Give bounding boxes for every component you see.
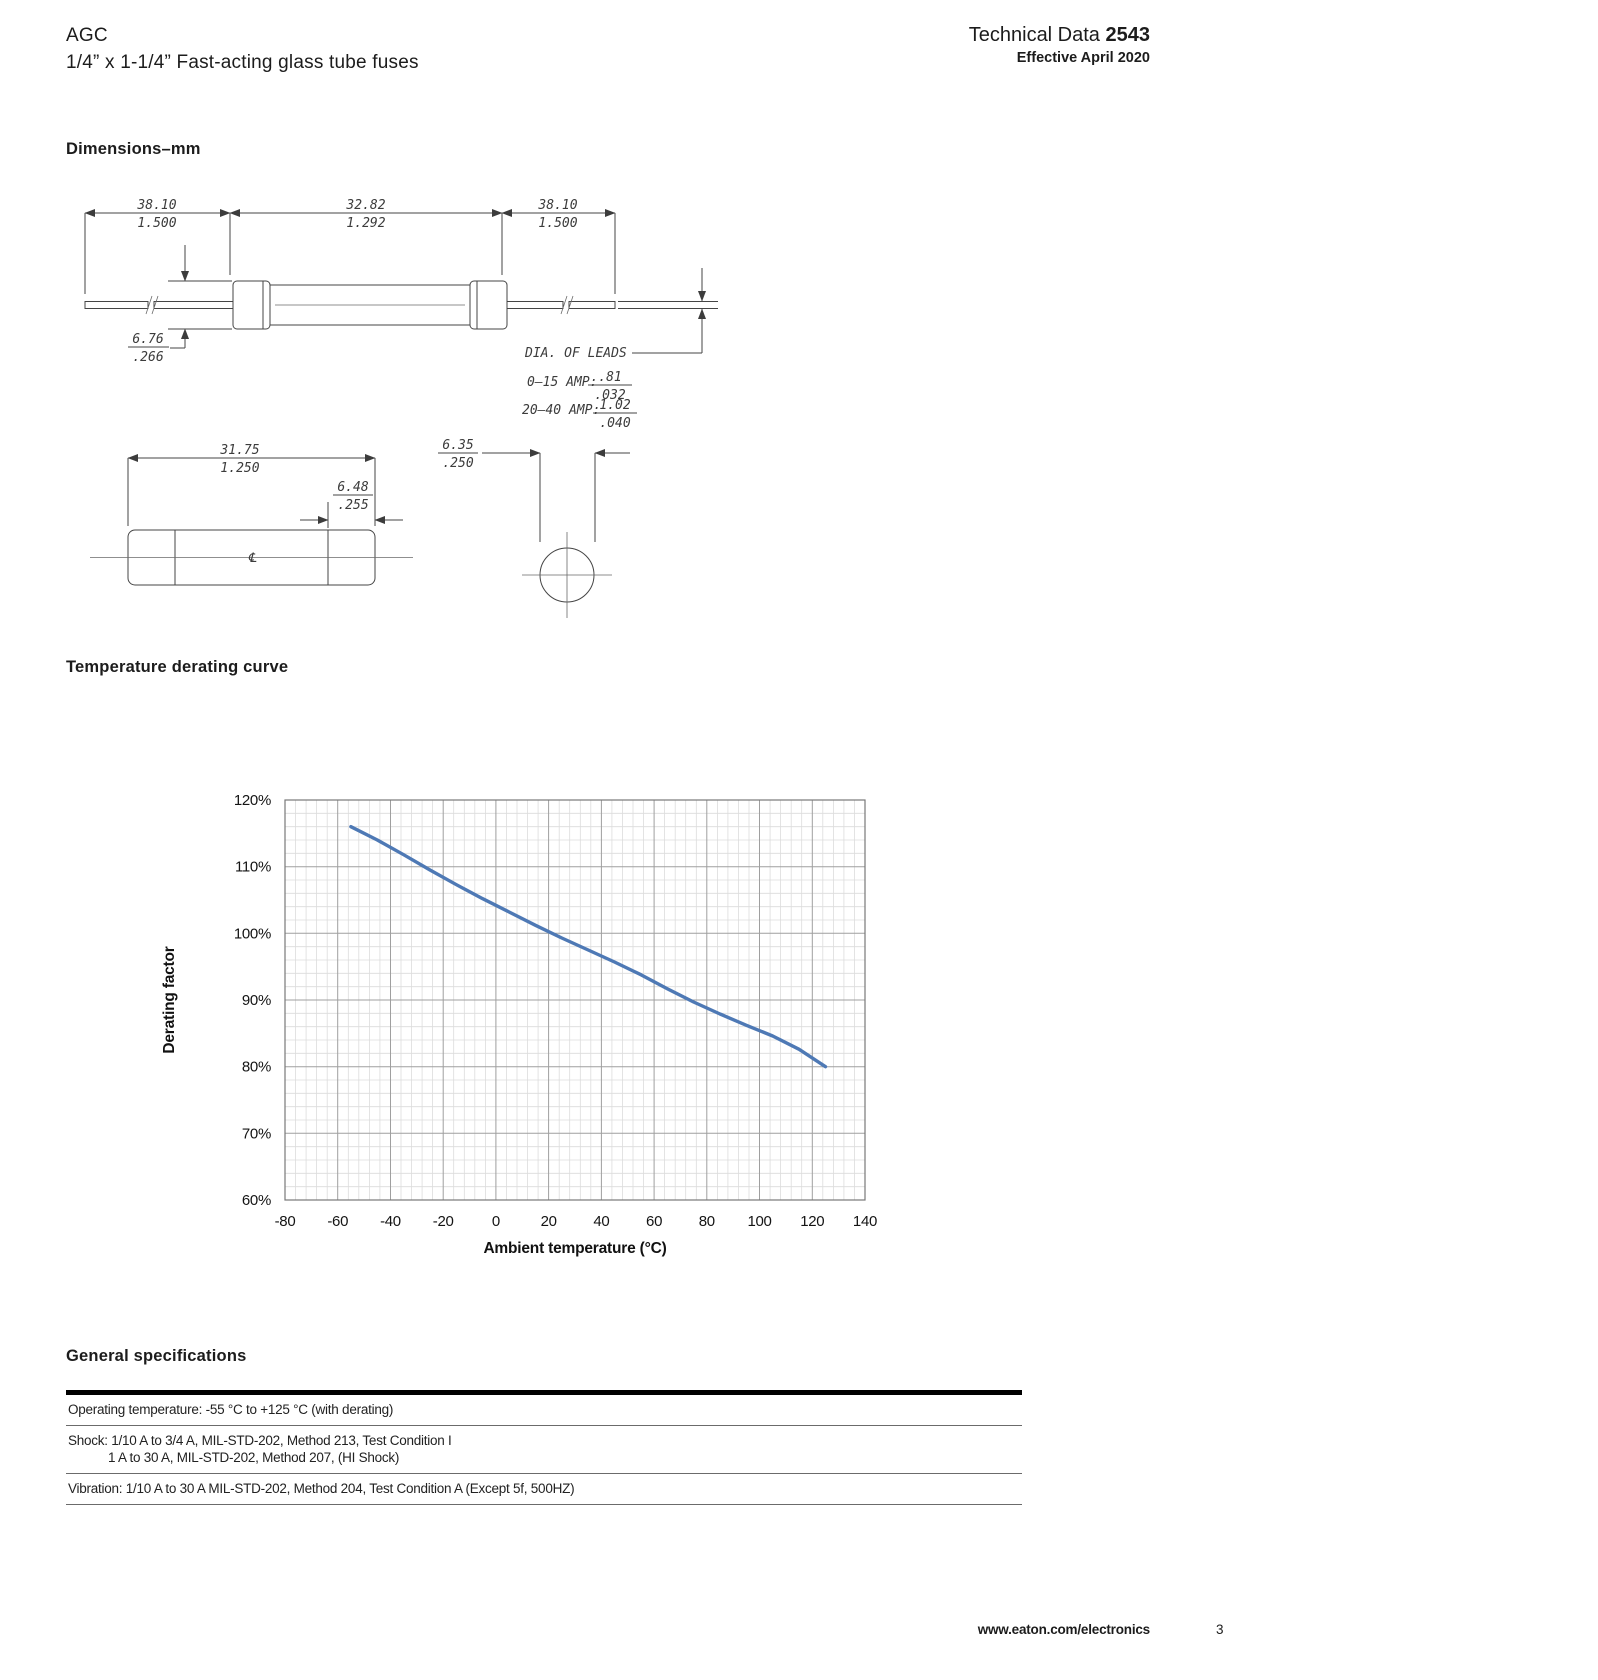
header-left (66, 22, 419, 76)
svg-text:0: 0 (491, 1213, 500, 1230)
derating-heading: Temperature derating curve (66, 658, 289, 676)
specs-table (66, 1390, 1022, 1505)
dim-body-len-mm: 31.75 (220, 443, 260, 458)
leads-row2-label: 20–40 AMP: (522, 403, 601, 418)
svg-text:60%: 60% (241, 1192, 271, 1209)
spec-row-shock (66, 1426, 1022, 1474)
dimension-drawing (70, 190, 750, 620)
product-name: AGC (66, 25, 108, 46)
dim-lead-left-in: 1.500 (137, 216, 177, 231)
footer-page-number: 3 (1216, 1622, 1224, 1637)
svg-text:70%: 70% (241, 1125, 271, 1143)
dim-dia-mm: 6.35 (442, 438, 474, 453)
svg-text:60: 60 (646, 1213, 663, 1230)
y-axis-title: Derating factor (161, 946, 178, 1054)
chart-x-tick-labels (275, 1213, 877, 1230)
lead-left-outer (85, 302, 148, 309)
svg-text:20: 20 (540, 1213, 557, 1230)
dim-body-in: 1.292 (346, 216, 386, 231)
svg-text:80%: 80% (241, 1058, 271, 1076)
chart-major-grid (285, 800, 865, 1200)
svg-text:110%: 110% (234, 858, 271, 876)
derating-chart (160, 725, 960, 1295)
leads-row2-mm: 1.02 (599, 398, 631, 413)
header-right (700, 24, 1150, 66)
svg-text:80: 80 (698, 1213, 715, 1230)
dim-cap-len-mm: 6.48 (337, 480, 369, 495)
svg-text:-60: -60 (327, 1213, 349, 1230)
lead-left-inner (154, 302, 233, 309)
dimensions-heading: Dimensions–mm (66, 140, 201, 158)
svg-text:100%: 100% (233, 925, 271, 943)
dim-body-mm: 32.82 (346, 198, 386, 213)
lead-right-outer (569, 302, 615, 309)
fuse-cap-left (233, 281, 270, 329)
svg-text:100: 100 (747, 1213, 772, 1230)
svg-text:120: 120 (800, 1213, 825, 1230)
spec-text: Shock: 1/10 A to 3/4 A, MIL-STD-202, Method 213, Test Condition I (68, 1433, 452, 1448)
footer-url: www.eaton.com/electronics (977, 1622, 1150, 1637)
effective-date: Effective April 2020 (1016, 50, 1150, 66)
leads-callout-title: DIA. OF LEADS (525, 346, 627, 361)
leads-row1-in: .032 (594, 388, 626, 403)
fuse-lead-view (85, 198, 718, 431)
leads-row2-in: .040 (599, 416, 631, 431)
fuse-end-view (438, 438, 630, 618)
dim-lead-right-in: 1.500 (538, 216, 578, 231)
dim-cap-od-mm: 6.76 (132, 332, 164, 347)
x-axis-title: Ambient temperature (°C) (483, 1240, 667, 1257)
spec-text: 1 A to 30 A, MIL-STD-202, Method 207, (HI Shock) (108, 1450, 400, 1465)
doc-title (700, 24, 1150, 47)
leads-row1-label: 0–15 AMP: (527, 375, 598, 390)
lead-right-inner (507, 302, 563, 309)
svg-text:-80: -80 (274, 1213, 296, 1230)
specs-heading: General specifications (66, 1347, 247, 1365)
svg-text:-20: -20 (432, 1213, 454, 1230)
doc-number: 2543 (1105, 24, 1150, 46)
dim-lead-right-mm: 38.10 (538, 198, 578, 213)
svg-text:90%: 90% (241, 992, 271, 1009)
doc-label: Technical Data (968, 24, 1106, 46)
leads-row1-mm: .81 (598, 370, 622, 385)
dim-cap-len-in: .255 (337, 498, 369, 513)
product-subtitle: 1/4” x 1-1/4” Fast-acting glass tube fuses (66, 52, 419, 73)
dim-lead-left-mm: 38.10 (137, 198, 177, 213)
fuse-cap-right (470, 281, 507, 329)
chart-y-tick-labels (234, 792, 271, 1209)
spec-row-vibration (66, 1474, 1022, 1505)
svg-text:140: 140 (852, 1213, 878, 1230)
dim-dia-in: .250 (442, 456, 474, 471)
svg-text:-40: -40 (380, 1213, 401, 1230)
fuse-body-view (90, 443, 413, 585)
centerline-symbol: ℄ (247, 551, 257, 566)
spec-text: Operating temperature: -55 °C to +125 °C (with derating) (68, 1402, 394, 1417)
svg-text:40: 40 (593, 1213, 610, 1230)
dim-body-len-in: 1.250 (220, 461, 260, 476)
spec-row-operating-temp (66, 1395, 1022, 1426)
svg-text:120%: 120% (233, 792, 271, 809)
spec-text: Vibration: 1/10 A to 30 A MIL-STD-202, Method 204, Test Condition A (Except 5f, 500HZ) (68, 1481, 575, 1496)
dim-cap-od-in: .266 (132, 350, 164, 365)
